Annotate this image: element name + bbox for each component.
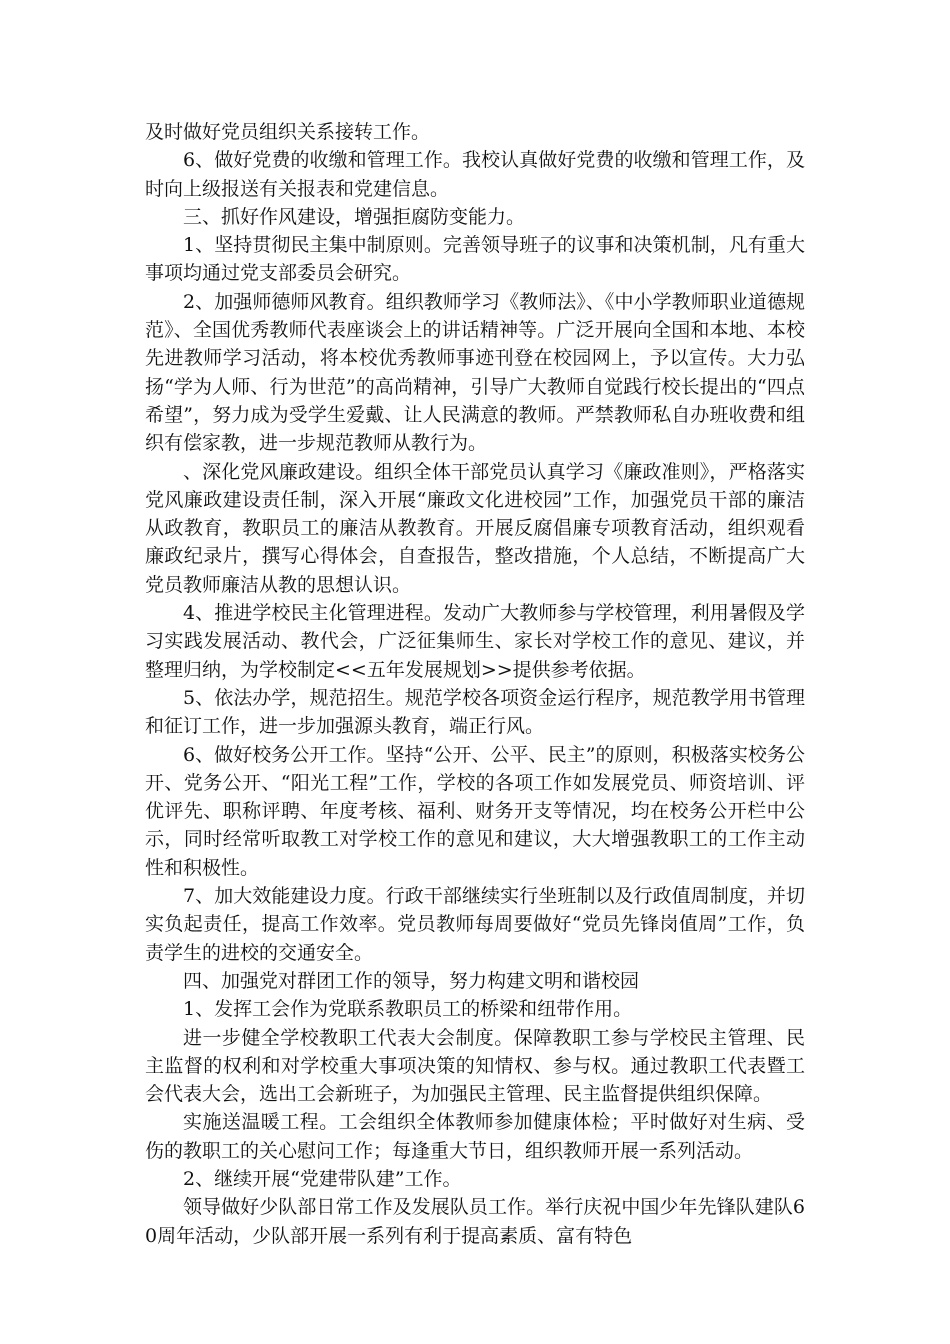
paragraph: 2、继续开展“党建带队建”工作。: [183, 1167, 462, 1190]
paragraph: 5、依法办学，规范招生。规范学校各项资金运行程序，规范教学用书管理和征订工作，进一步加强源头教育，端正行风。: [145, 686, 805, 738]
paragraph: 1、坚持贯彻民主集中制原则。完善领导班子的议事和决策机制，凡有重大事项均通过党支部委员会研究。: [145, 234, 805, 285]
paragraph: 领导做好少队部日常工作及发展队员工作。举行庆祝中国少年先锋队建队60周年活动，少队部开展一系列有利于提高素质、富有特色: [145, 1196, 805, 1247]
paragraph: 7、加大效能建设力度。行政干部继续实行坐班制以及行政值周制度，并切实负起责任，提高工作效率。党员教师每周要做好“党员先锋岗值周”工作，负责学生的进校的交通安全。: [145, 885, 805, 964]
paragraph: 及时做好党员组织关系接转工作。: [145, 121, 431, 143]
paragraph: 进一步健全学校教职工代表大会制度。保障教职工参与学校民主管理、民主监督的权利和对学校重大事项决策的知情权、参与权。通过教职工代表暨工会代表大会，选出工会新班子，为加强民主管理、民主监督提供组织保障。: [145, 1026, 805, 1106]
paragraph: 1、发挥工会作为党联系教职员工的桥梁和纽带作用。: [183, 998, 633, 1021]
section-heading: 四、加强党对群团工作的领导，努力构建文明和谐校园: [183, 969, 640, 992]
paragraph: 4、推进学校民主化管理进程。发动广大教师参与学校管理，利用暑假及学习实践发展活动、教代会，广泛征集师生、家长对学校工作的意见、建议，并整理归纳，为学校制定<<五年发展规划>>提供参考依据。: [145, 602, 805, 681]
section-heading: 三、抓好作风建设，增强拒腐防变能力。: [183, 205, 526, 228]
paragraph: 6、做好校务公开工作。坚持“公开、公平、民主”的原则，积极落实校务公开、党务公开、“阳光工程”工作，学校的各项工作如发展党员、师资培训、评优评先、职称评聘、年度考核、福利、财务开支等情况，均在校务公开栏中公示，同时经常听取教工对学校工作的意见和建议，大大增强教职工的工作主动性和积极性。: [145, 743, 805, 879]
paragraph: 2、加强师德师风教育。组织教师学习《教师法》、《中小学教师职业道德规范》、全国优秀教师代表座谈会上的讲话精神等。广泛开展向全国和本地、本校先进教师学习活动，将本校优秀教师事迹刊登在校园网上，予以宣传。大力弘扬“学为人师、行为世范”的高尚精神，引导广大教师自觉践行校长提出的“四点希望”，努力成为受学生爱戴、让人民满意的教师。严禁教师私自办班收费和组织有偿家教，进一步规范教师从教行为。: [145, 290, 805, 455]
paragraph: 、深化党风廉政建设。组织全体干部党员认真学习《廉政准则》，严格落实党风廉政建设责任制，深入开展“廉政文化进校园”工作，加强党员干部的廉洁从政教育，教职员工的廉洁从教教育。开展反腐倡廉专项教育活动，组织观看廉政纪录片，撰写心得体会，自查报告，整改措施，个人总结，不断提高广大党员教师廉洁从教的思想认识。: [145, 460, 805, 596]
paragraph: 6、做好党费的收缴和管理工作。我校认真做好党费的收缴和管理工作，及时向上级报送有关报表和党建信息。: [145, 149, 805, 200]
document-body: [145, 118, 805, 1250]
paragraph: 实施送温暖工程。工会组织全体教师参加健康体检；平时做好对生病、受伤的教职工的关心慰问工作；每逢重大节日，组织教师开展一系列活动。: [145, 1111, 805, 1162]
